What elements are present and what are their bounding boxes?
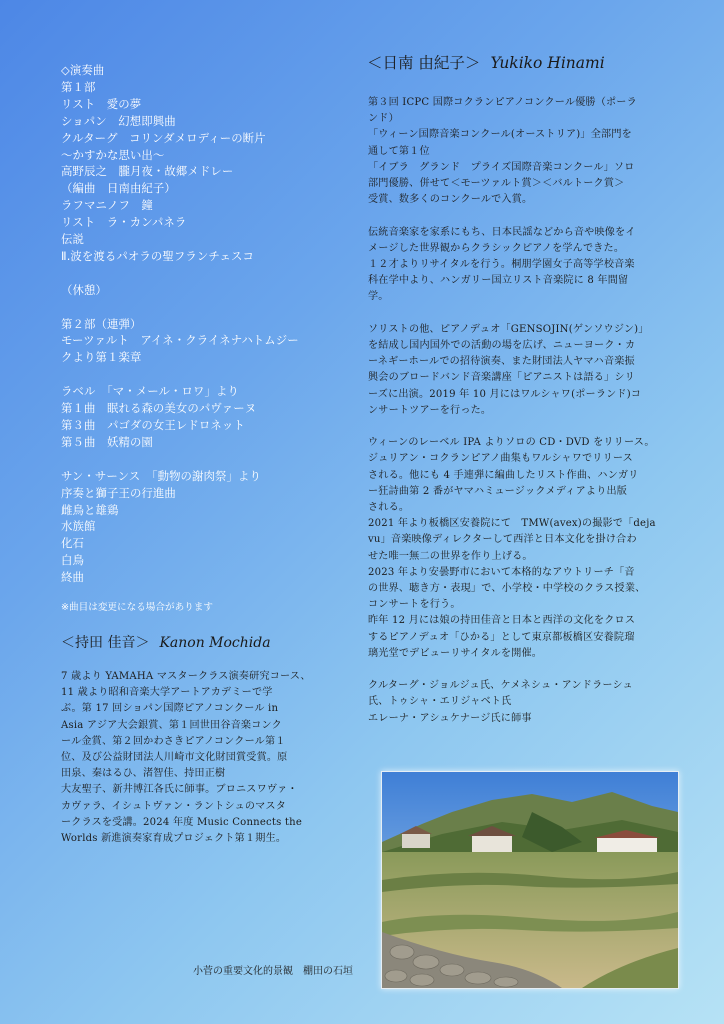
- program-line: 雌鳥と雄鶏: [61, 502, 119, 517]
- hinami-bio-line: 学。: [368, 291, 389, 303]
- program-line: ラフマニノフ 鐘: [61, 198, 153, 213]
- program-line: 第３曲 パゴダの女王レドロネット: [61, 417, 245, 432]
- hinami-bio-line: ンド）: [368, 113, 399, 125]
- mochida-name-ja: ＜持田 佳音＞: [61, 635, 150, 651]
- program-spacer: [61, 451, 331, 468]
- hinami-bio-line: 受賞、数多くのコンクールで入賞。: [368, 194, 533, 206]
- mochida-bio-line: 位、及び公益財団法人川崎市文化財団賞受賞。原: [61, 752, 288, 764]
- program-line: 白鳥: [61, 553, 84, 568]
- hinami-bio-line: 氏、トゥシャ・エリジャベト氏: [368, 696, 512, 708]
- program-line: ショパン 幻想即興曲: [61, 113, 176, 128]
- program-line: 第５曲 妖精の園: [61, 434, 153, 449]
- hinami-bio-line: ジュリアン・コクランピアノ曲集もワルシャワでリリース: [368, 453, 633, 465]
- hinami-name-ja: ＜日南 由紀子＞: [367, 54, 481, 72]
- hinami-bio-spacer: [368, 419, 688, 435]
- hinami-bio-line: 伝統音楽家を家系にもち、日本民謡などから音や映像をイ: [368, 226, 636, 238]
- hinami-bio-line: ンサートツアーを行った。: [368, 404, 492, 416]
- hinami-bio-line: 昨年 12 月には娘の持田佳音と日本と西洋の文化をクロス: [368, 615, 636, 627]
- program-line: 〜かすかな思い出〜: [61, 147, 165, 162]
- terraced-field-photo: [381, 771, 679, 989]
- mochida-bio-line: 7 歳より YAMAHA マスタークラス演奏研究コース、: [61, 671, 311, 682]
- hinami-bio-line: コンサートを行う。: [368, 599, 461, 611]
- program-line: 序奏と獅子王の行進曲: [61, 485, 176, 500]
- hinami-bio-line: 璃光堂でデビューリサイタルを開催。: [368, 647, 543, 659]
- program-line: ◇演奏曲: [61, 63, 105, 77]
- mochida-bio-line: ークラスを受講。2024 年度 Music Connects the: [61, 816, 303, 828]
- hinami-name-en: Yukiko Hinami: [490, 54, 605, 72]
- hinami-bio-line: ーネギーホールでの招待演奏、また財団法人ヤマハ音楽振: [368, 356, 635, 368]
- program-spacer: [61, 265, 331, 282]
- hinami-bio-line: １２才よりリサイタルを行う。桐朋学園女子高等学校音楽: [368, 259, 635, 271]
- hinami-bio-line: メージした世界観からクラシックピアノを学んできた。: [368, 242, 625, 254]
- program-line: 化石: [61, 536, 84, 551]
- hinami-bio-line: するピアノデュオ「ひかる」として東京都板橋区安養院瑠: [368, 631, 635, 643]
- hinami-bio-line: せた唯一無二の世界を作り上げる。: [368, 550, 533, 562]
- program-list: [61, 62, 331, 613]
- program-line: リスト ラ・カンパネラ: [61, 215, 187, 230]
- mochida-bio-line: Worlds 新進演奏家育成プロジェクト第１期生。: [61, 833, 287, 845]
- program-line: 第１部: [61, 79, 96, 94]
- hinami-bio-spacer: [368, 208, 688, 224]
- program-change-note: ※曲目は変更になる場合があります: [61, 602, 213, 614]
- hinami-bio-spacer: [368, 306, 688, 322]
- program-line: 第２部（連弾）: [61, 316, 142, 331]
- mochida-bio-line: 田泉、秦はるひ、渚智佳、持田正樹: [61, 768, 226, 780]
- mochida-heading: [61, 632, 271, 652]
- hinami-bio-line: される。: [368, 502, 410, 514]
- hinami-bio-line: の世界、聴き方・表現」で、小学校・中学校のクラス授業、: [368, 583, 646, 595]
- hinami-bio-line: クルターグ・ジョルジュ氏、ケメネシュ・アンドラーシュ: [368, 680, 633, 692]
- hinami-bio-line: 通して第１位: [368, 145, 430, 157]
- hinami-bio-line: ー狂詩曲第 2 番がヤマハミュージックメディアより出版: [368, 485, 628, 497]
- program-line: サン・サーンス 「動物の謝肉祭」より: [61, 468, 261, 483]
- mochida-bio-line: ール金賞、第２回かわさきピアノコンクール第１: [61, 735, 286, 747]
- program-spacer: [61, 299, 331, 316]
- hinami-bio-line: 「ウィーン国際音楽コンクール(オーストリア)」全部門を: [368, 129, 632, 141]
- hinami-bio-line: ソリストの他、ピアノデュオ「GENSOJIN(ゲンソウジン)」: [368, 323, 649, 335]
- program-line: （休憩）: [61, 282, 107, 297]
- program-line: リスト 愛の夢: [61, 96, 142, 111]
- mochida-bio-line: カヴァラ、イシュトヴァン・ラントシュのマスタ: [61, 800, 287, 812]
- mochida-bio-line: ぶ。第 17 回ショパン国際ピアノコンクール in: [61, 703, 279, 715]
- hinami-bio-line: 科在学中より、ハンガリー国立リスト音楽院に 8 年間留: [368, 275, 629, 287]
- hinami-bio-line: 興会のブロードバンド音楽講座「ピアニストは語る」シリ: [368, 372, 635, 384]
- hinami-bio-line: 第３回 ICPC 国際コクランピアノコンクール優勝（ポーラ: [368, 97, 637, 108]
- program-line: モーツァルト アイネ・クライネナハトムジー: [61, 333, 299, 348]
- mochida-bio-line: Asia アジア大会銀賞、第１回世田谷音楽コンク: [61, 719, 282, 731]
- hinami-bio-line: vu」音楽映像ディレクターして西洋と日本文化を掛け合わ: [368, 534, 637, 546]
- photo-caption: 小菅の重要文化的景観 棚田の石垣: [193, 966, 353, 977]
- mochida-name-en: Kanon Mochida: [159, 635, 271, 651]
- hinami-bio-line: される。他にも 4 手連弾に編曲したリスト作曲、ハンガリ: [368, 469, 639, 481]
- program-line: クルターグ コリンダメロディーの断片: [61, 130, 266, 145]
- mochida-bio-line: 大友聖子、新井博江各氏に師事。ブロニスワヴァ・: [61, 784, 298, 796]
- program-line: 終曲: [61, 570, 84, 585]
- program-line: （編曲 日南由紀子）: [61, 181, 176, 196]
- hinami-biography: [368, 95, 688, 727]
- hinami-bio-line: 部門優勝、併せて＜モーツァルト賞＞＜バルトーク賞＞: [368, 178, 625, 190]
- hinami-bio-line: を結成し国内国外での活動の場を広げ、ニューヨーク・カ: [368, 340, 636, 352]
- hinami-bio-line: 「イブラ グランド プライズ国際音楽コンクール」ソロ: [368, 161, 635, 173]
- hinami-bio-spacer: [368, 662, 688, 678]
- program-line: ラベル 「マ・メール・ロワ」より: [61, 384, 239, 399]
- hinami-bio-line: エレーナ・アシュケナージ氏に師事: [368, 712, 532, 724]
- mochida-bio-line: 11 歳より昭和音楽大学アートアカデミーで学: [61, 687, 273, 699]
- hinami-bio-line: ーズに出演。2019 年 10 月にはワルシャワ(ポーランド)コ: [368, 388, 642, 400]
- program-line: クより第１楽章: [61, 350, 142, 365]
- hinami-bio-line: 2023 年より安曇野市において本格的なアウトリーチ「音: [368, 566, 635, 578]
- program-line: 第１曲 眠れる森の美女のパヴァーヌ: [61, 401, 257, 416]
- mochida-biography: [61, 669, 331, 847]
- hinami-bio-line: ウィーンのレーベル IPA よりソロの CD・DVD をリリース。: [368, 437, 655, 449]
- program-line: Ⅱ.波を渡るパオラの聖フランチェスコ: [61, 248, 254, 263]
- hinami-bio-line: 2021 年より板橋区安養院にて TMW(avex)の撮影で「deja: [368, 518, 656, 530]
- program-line: 高野辰之 朧月夜・故郷メドレー: [61, 164, 234, 179]
- program-line: 水族館: [61, 519, 96, 534]
- landscape-image: [382, 772, 678, 988]
- program-line: 伝説: [61, 232, 84, 247]
- program-spacer: [61, 366, 331, 383]
- hinami-heading: [367, 51, 605, 73]
